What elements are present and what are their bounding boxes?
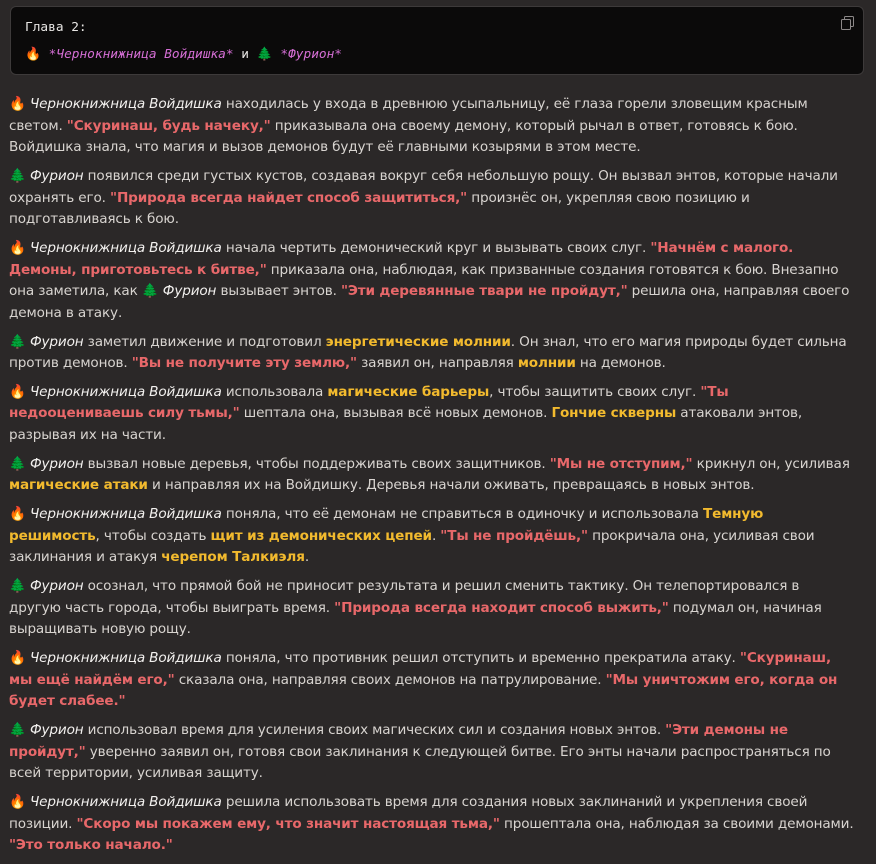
character-name: Фурион	[29, 722, 84, 739]
chapter-heading: Глава 2:	[25, 20, 87, 35]
dialogue-quote: "Начнём с малого. Демоны, приготовьтесь к битве,"	[9, 239, 794, 278]
code-block	[10, 6, 864, 75]
narration: и направляя их на Войдишку. Деревья начали оживать, превращаясь в новых энтов.	[147, 477, 755, 494]
dialogue-quote: "Природа всегда найдет способ защититься,"	[110, 189, 468, 206]
narration: использовал время для усиления своих магических сил и создания новых энтов.	[83, 722, 666, 739]
tree-icon: 🌲	[9, 578, 26, 595]
narration: осознал, что прямой бой не приносит результата и решил сменить тактику. Он телепортировался в другую часть города, чтобы выиграть время.	[9, 578, 800, 616]
story-paragraph	[9, 94, 855, 159]
story-paragraph	[9, 648, 855, 713]
character-name: Фурион	[29, 455, 84, 472]
narration: крикнул он, усиливая	[692, 455, 850, 472]
dialogue-quote: "Вы не получите эту землю,"	[131, 355, 357, 372]
story-paragraph	[9, 166, 855, 231]
character-name: Чернокнижница Войдишка	[29, 383, 222, 400]
fire-icon: 🔥	[9, 506, 26, 523]
tree-icon: 🌲	[141, 283, 159, 300]
participant-name: *Чернокнижница Войдишка*	[48, 47, 234, 62]
dialogue-quote: "Ты не пройдёшь,"	[440, 527, 588, 544]
character-name: Чернокнижница Войдишка	[29, 650, 222, 667]
narration: приказала она, наблюдая, как призванные создания готовятся к бою. Внезапно она заметила, как	[9, 261, 839, 300]
ability-name: магические атаки	[9, 477, 148, 494]
narration: произнёс он, укрепляя свою позицию и подготавливаясь к бою.	[9, 189, 750, 228]
tree-icon: 🌲	[9, 722, 26, 739]
story-paragraph	[9, 792, 855, 857]
narration: решила она, направляя своего демона в атаку.	[9, 283, 850, 321]
narration: начала чертить демонический круг и вызывать своих слуг.	[221, 239, 651, 256]
dialogue-quote: "Эти демоны не пройдут,"	[9, 722, 788, 760]
narration: использовала	[221, 383, 328, 400]
narration: вызвал новые деревья, чтобы поддерживать своих защитников.	[83, 455, 550, 472]
narration: , чтобы защитить своих слуг.	[489, 383, 701, 400]
narration: прокричала она, усиливая свои заклинания и атакуя	[9, 527, 815, 566]
fire-icon: 🔥	[9, 96, 26, 112]
fire-icon: 🔥	[9, 239, 26, 256]
character-name: Фурион	[29, 167, 84, 184]
ability-name: магические барьеры	[327, 383, 490, 400]
dialogue-quote: "Скоро мы покажем ему, что значит настоящая тьма,"	[76, 815, 500, 832]
narration: . Он знал, что его магия природы будет сильна против демонов.	[9, 333, 847, 372]
narration: атаковали энтов, разрывая их на части.	[9, 405, 803, 444]
narration: поняла, что её демонам не справиться в одиночку и использовала	[221, 506, 704, 523]
narration: находилась у входа в древнюю усыпальницу, её глаза горели зловещим красным светом.	[9, 96, 808, 134]
fire-icon: 🔥	[9, 794, 26, 811]
story-text	[9, 94, 855, 864]
character-name: Фурион	[162, 283, 217, 300]
dialogue-quote: "Скуринаш, будь начеку,"	[66, 117, 271, 134]
dialogue-quote: "Ты недооцениваешь силу тьмы,"	[9, 383, 729, 422]
character-name: Фурион	[29, 578, 84, 595]
dialogue-quote: "Скуринаш, мы ещё найдём его,"	[9, 650, 831, 688]
fire-icon: 🔥	[25, 47, 41, 62]
character-name: Чернокнижница Войдишка	[29, 96, 222, 112]
conjunction: и	[241, 47, 249, 62]
ability-name: энергетические молнии	[325, 333, 511, 350]
story-paragraph	[9, 238, 855, 324]
story-paragraph	[9, 332, 855, 375]
story-paragraph	[9, 720, 855, 785]
fire-icon: 🔥	[9, 383, 26, 400]
narration: шептала она, вызывая всё новых демонов.	[239, 405, 552, 422]
dialogue-quote: "Природа всегда находит способ выжить,"	[334, 599, 669, 616]
ability-name: щит из демонических цепей	[210, 527, 432, 544]
narration: поняла, что противник решил отступить и временно прекратила атаку.	[221, 650, 740, 667]
story-paragraph	[9, 454, 855, 497]
copy-icon[interactable]	[841, 16, 855, 30]
narration: заметил движение и подготовил	[83, 333, 326, 350]
narration: приказывала она своему демону, который рычал в ответ, готовясь к бою. Войдишка знала, что магия и вызов демонов будут её главными козырями в этом месте.	[9, 117, 798, 156]
participant-name: *Фурион*	[280, 47, 343, 62]
character-name: Чернокнижница Войдишка	[29, 506, 222, 523]
narration: прошептала она, наблюдая за своими демонами.	[499, 815, 854, 832]
tree-icon: 🌲	[9, 167, 26, 184]
chapter-participants	[25, 47, 342, 62]
narration: сказала она, направляя своих демонов на патрулирование.	[174, 671, 606, 688]
narration: , чтобы создать	[95, 527, 211, 544]
narration: решила использовать время для создания новых заклинаний и укрепления своей позиции.	[9, 794, 808, 832]
story-paragraph	[9, 382, 855, 447]
ability-name: Темную решимость	[9, 506, 764, 544]
dialogue-quote: "Это только начало."	[9, 837, 173, 854]
tree-icon: 🌲	[256, 47, 273, 62]
narration: на демонов.	[575, 355, 666, 372]
tree-icon: 🌲	[9, 455, 26, 472]
character-name: Фурион	[29, 333, 84, 350]
narration: уверенно заявил он, готовя свои заклинания к следующей битве. Его энты начали распространяться по всей территории, усиливая защиту.	[9, 743, 831, 782]
ability-name: черепом Талкиэля	[161, 549, 305, 566]
dialogue-quote: "Эти деревянные твари не пройдут,"	[340, 283, 628, 300]
dialogue-quote: "Мы уничтожим его, когда он будет слабее."	[9, 671, 838, 710]
character-name: Чернокнижница Войдишка	[29, 239, 222, 256]
story-paragraph	[9, 504, 855, 569]
fire-icon: 🔥	[9, 650, 26, 667]
narration: .	[431, 527, 441, 544]
story-paragraph	[9, 576, 855, 641]
narration: появился среди густых кустов, создавая вокруг себя небольшую рощу. Он вызвал энтов, которые начали охранять его.	[9, 167, 838, 206]
narration: .	[304, 549, 309, 566]
ability-name: молнии	[517, 355, 576, 372]
ability-name: Гончие скверны	[551, 405, 677, 422]
narration: заявил он, направляя	[356, 355, 518, 372]
narration: вызывает энтов.	[216, 283, 341, 300]
character-name: Чернокнижница Войдишка	[29, 794, 222, 811]
tree-icon: 🌲	[9, 333, 26, 350]
dialogue-quote: "Мы не отступим,"	[549, 455, 693, 472]
narration: подумал он, начиная выращивать новую рощу.	[9, 599, 822, 638]
